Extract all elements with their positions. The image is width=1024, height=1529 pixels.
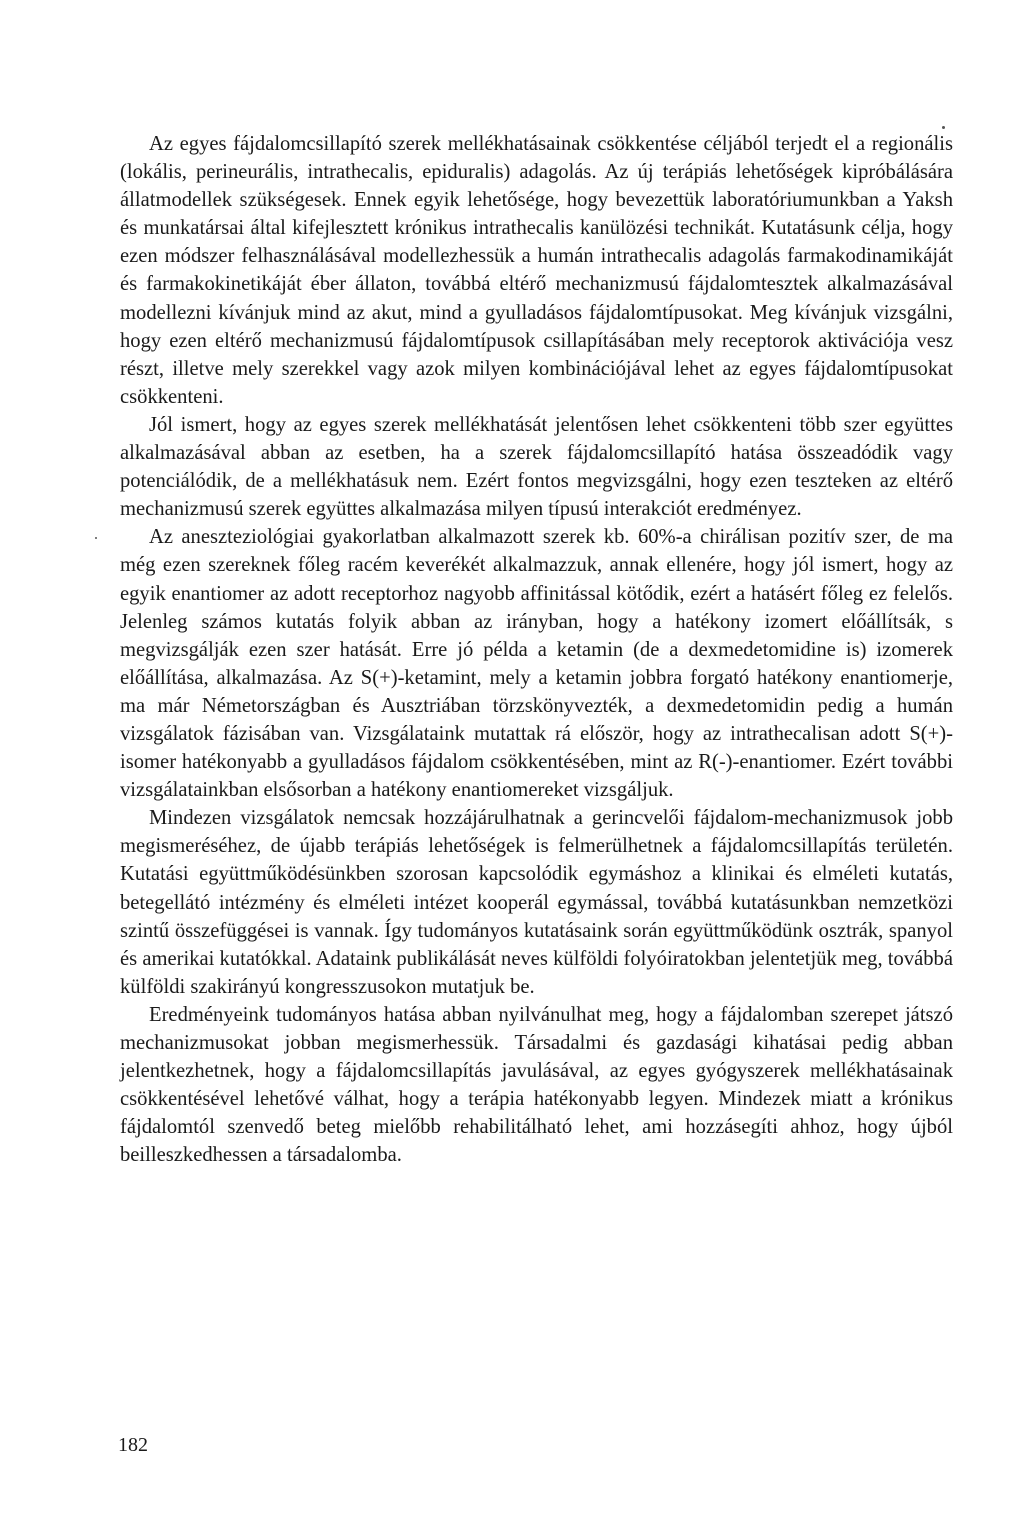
scan-speck [95,537,97,539]
paragraph-impact: Eredményeink tudományos hatása abban nyilvánulhat meg, hogy a fájdalomban szerepet játszó mechanizmusokat jobban megismerhessük. Társadalmi és gazdasági kihatásai pedig abban jelentkezhetnek, hogy a fájdalomcsillapítás javulásával, az egyes gyógyszerek mellékhatásainak csökkentésével lehetővé válhat, hogy a terápia hatékonyabb legyen. Mindezek miatt a krónikus fájdalomtól szenvedő beteg mielőbb rehabilitálható lehet, ami hozzásegíti ahhoz, hogy újból beilleszkedhessen a társadalomba. [120,1003,953,1167]
scan-speck [942,126,945,129]
paragraph-combination-therapy: Jól ismert, hogy az egyes szerek mellékhatását jelentősen lehet csökkenteni több szer együttes alkalmazásával abban az esetben, ha a szerek fájdalomcsillapító hatása összeadódik vagy potenciálódik, de a mellékhatásuk nem. Ezért fontos megvizsgálni, hogy ezen teszteken az eltérő mechanizmusú szerek együttes alkalmazása milyen típusú interakciót eredményez. [120,413,953,521]
paragraph-enantiomers: Az aneszteziológiai gyakorlatban alkalmazott szerek kb. 60%-a chirálisan pozitív szer, de ma még ezen szereknek főleg racém keverékét alkalmazzuk, annak ellenére, hogy jól ismert, hogy az egyik enantiomer az adott receptorhoz nagyobb affinitással kötődik, ezért a hatásért főleg ez felelős. Jelenleg számos kutatás folyik abban az irányban, hogy a hatékony izomert előállítsák, s megvizsgálják ezen szer hatását. Erre jó példa a ketamin (de a dexmedetomidine is) izomerek előállítása, alkalmazása. Az S(+)-ketamint, mely a ketamin jobbra forgató hatékony enantiomerje, ma már Németországban és Ausztriában törzskönyvezték, a dexmedetomidin pedig a humán vizsgálatok fázisában van. Vizsgálataink mutattak rá először, hogy az intrathecalisan adott S(+)-isomer hatékonyabb a gyulladásos fájdalom csökkentésében, mint az R(-)-enantiomer. Ezért további vizsgálatainkban elsősorban a hatékony enantiomereket vizsgáljuk. [120,526,953,802]
page-number: 182 [118,1434,148,1456]
paragraph-cooperation: Mindezen vizsgálatok nemcsak hozzájárulhatnak a gerincvelői fájdalom-mechanizmusok jobb megismeréséhez, de újabb terápiás lehetőségek is felmerülhetnek a fájdalomcsillapítás területén. Kutatási együttműködésünkben szorosan kapcsolódik egymáshoz a klinikai és elméleti kutatás, betegellátó intézmény és elméleti intézet kooperál egymással, továbbá kutatásunkban nemzetközi szintű összefüggései is vannak. Így tudományos kutatásaink során együttműködünk osztrák, spanyol és amerikai kutatókkal. Adataink publikálását neves külföldi folyóiratokban jelentetjük meg, továbbá külföldi szakirányú kongresszusokon mutatjuk be. [120,807,953,998]
page-body [120,130,953,1169]
paragraph-regional-administration: Az egyes fájdalomcsillapító szerek mellékhatásainak csökkentése céljából terjedt el a regionális (lokális, perineurális, intrathecalis, epiduralis) adagolás. Az új terápiás lehetőségek kipróbálására állatmodellek szükségesek. Ennek egyik lehetősége, hogy bevezettük laboratóriumunkban a Yaksh és munkatársai által kifejlesztett krónikus intrathecalis kanülözési technikát. Kutatásunk célja, hogy ezen módszer felhasználásával modellezhessük a humán intrathecalis adagolás farmakodinamikáját és farmakokinetikáját éber állaton, továbbá eltérő mechanizmusú fájdalomtesztek alkalmazásával modellezni kívánjuk mind az akut, mind a gyulladásos fájdalomtípusokat. Meg kívánjuk vizsgálni, hogy ezen eltérő mechanizmusú fájdalomtípusok csillapításában mely receptorok aktivációja vesz részt, illetve mely szerekkel vagy azok milyen kombinációjával lehet az egyes fájdalomtípusokat csökkenteni. [120,133,953,408]
